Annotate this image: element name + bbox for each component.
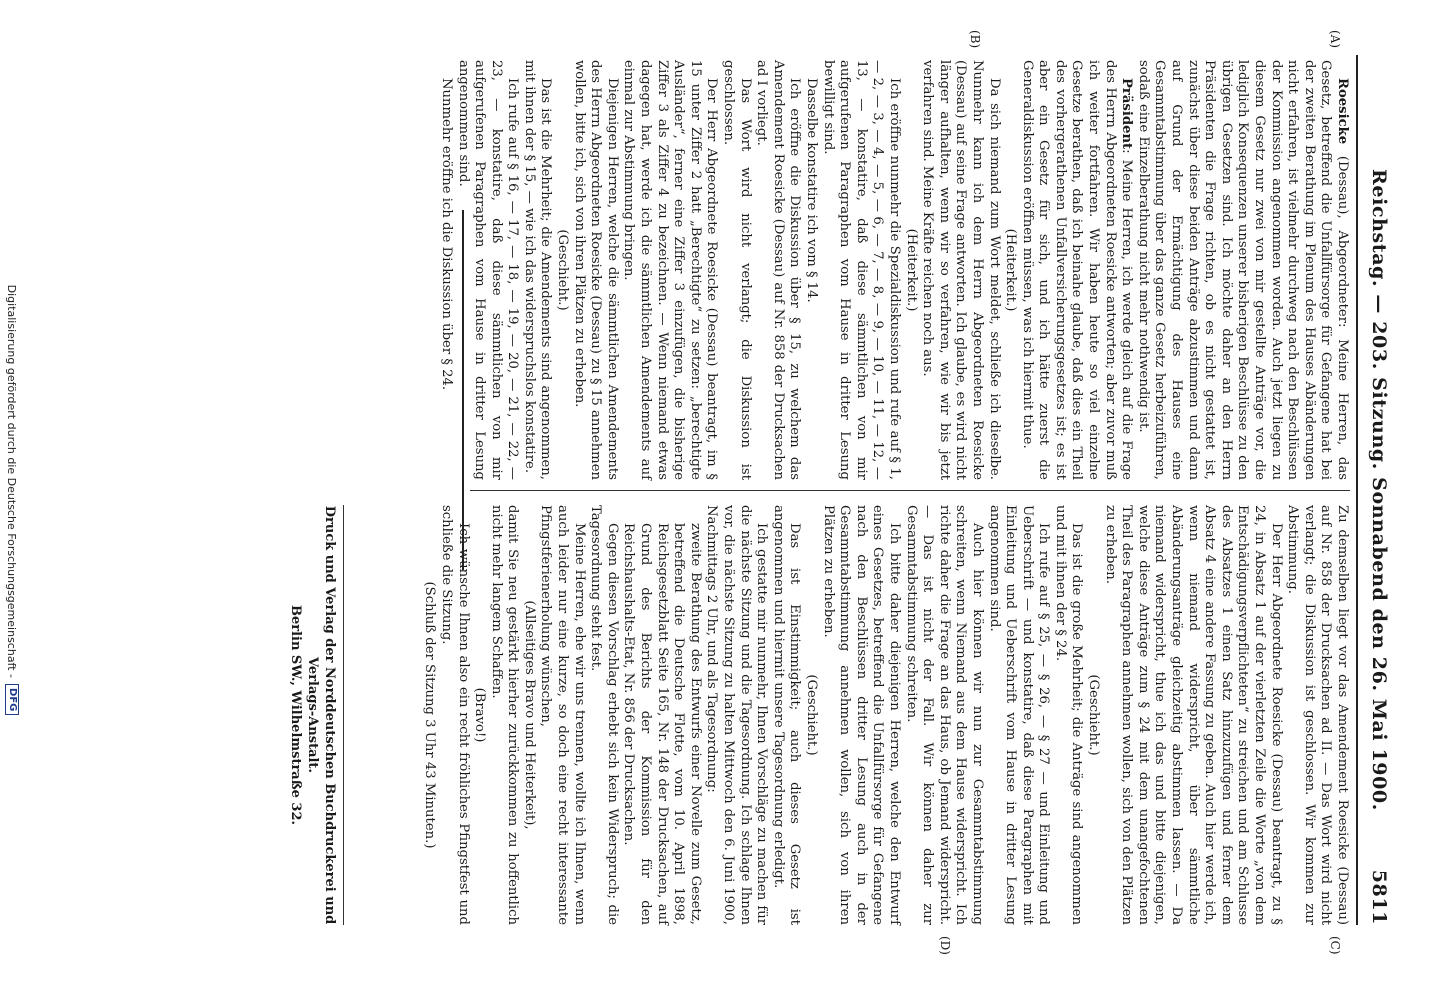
column-divider [470, 490, 1350, 491]
right-column [350, 505, 1350, 925]
paragraph [437, 505, 470, 925]
stage-direction: (Geschieht.) [1086, 674, 1102, 756]
page-header [1362, 55, 1396, 925]
paragraph-text: Das Wort wird nicht verlangt; die Diskussion ist geschlossen. [721, 60, 753, 480]
digitization-note [4, 0, 20, 1000]
paragraph [620, 505, 703, 925]
paragraph [537, 505, 587, 925]
paragraph-text: Ich eröffne die Diskussion über § 15, zu welchem das Amendement Roesicke (Dessau) auf Nr. 858 der Drucksachen ad I vorliegt. [754, 60, 803, 480]
paragraph-text: Das ist Einstimmigkeit; auch dieses Gesetz ist angenommen und hiermit unsere Tagesordnung erledigt. [770, 505, 803, 925]
paragraph-text: Da sich niemand zum Wort meldet, schließe ich dieselbe. Nunmehr kann ich dem Herrn Abgeordneten Roesicke (Dessau) auf seine Frage antworten. Ich glaube, es wird nicht länger aufhalten, wenn wir so verfahren, wie wir bis jetzt verfahren sind. Meine Kräfte reichen noch aus. [920, 60, 1002, 480]
paragraph-text: (Dessau), Abgeordneter: Meine Herren, das Gesetz, betreffend die Unfallfürsorge für Gefangene hat bei der zweiten Berathung im Plenum des Hauses Abänderungen nicht erfahren, ist vielmehr durchweg nach den Beschlüssen der Kommission angenommen worden. Auch jetzt liegen zu diesem Gesetz nur zwei von mir gestellte Anträge vor, die lediglich Konsequenzen unserer bisherigen Beschlüsse zu den übrigen Gesetzen sind. Ich möchte daher an den Herrn Präsidenten die Frage richten, ob es nicht gestattet ist, zunächst über diese beiden Anträge abzustimmen und dann auf Grund der Ermächtigung des Hauses eine Gesammtabstimmung über das ganze Gesetz herbeizuführen, sodaß eine Einzelberathung nicht mehr nothwendig ist. [1135, 60, 1350, 480]
paragraph [703, 505, 769, 925]
paragraph [520, 60, 553, 480]
paragraph [819, 505, 902, 925]
stage-direction: (Bravo!) [472, 687, 488, 743]
paragraph [919, 60, 1002, 480]
paragraph [570, 60, 620, 480]
paragraph-text: Dasselbe konstatire ich vom § 14. [804, 78, 819, 303]
paragraph-text: Meine Herren, ehe wir uns trennen, wollte ich Ihnen, wenn auch leider nur eine kurze, so doch eine recht interessante Pfingstferienerholung wünschen, [538, 505, 587, 925]
left-column [350, 60, 1350, 480]
paragraph-text: Das ist die Mehrheit; die Amendements sind angenommen, mit ihnen der § 15, — wie ich das widerspruchslos konstatire. [521, 60, 554, 480]
printer-imprint [287, 505, 338, 925]
paragraph-text: Auch hier können wir nun zur Gesammtabstimmung schreiten, wenn Niemand aus dem Hause widerspricht. Ich richte daher die Frage an das Haus, ob Jemand widerspricht. — Das ist nicht der Fall. Wir können daher zur Gesammtabstimmung schreiten. [903, 505, 985, 925]
paragraph [1134, 60, 1350, 480]
margin-mark-d: (D) [938, 936, 952, 955]
paragraph [719, 60, 752, 480]
page-number: 5811 [1368, 869, 1390, 925]
paragraph-text: damit Sie neu gestärkt hierher zurückkommen zu hoffentlich nicht mehr langem Schaffen. [488, 505, 521, 925]
paragraph-text: Ich wünsche Ihnen also ein recht fröhliches Pfingstfest und schließe die Sitzung. [438, 505, 471, 925]
paragraph-text: Das ist die große Mehrheit; die Anträge sind angenommen und mit ihnen der § 24. [1052, 505, 1085, 925]
margin-mark-b: (B) [968, 30, 982, 49]
margin-mark-a: (A) [1328, 30, 1342, 49]
stage-direction: (Schluß der Sitzung 3 Uhr 43 Minuten.) [422, 581, 438, 849]
paragraph [819, 60, 902, 480]
speaker-name: Roesicke [1335, 78, 1350, 145]
paragraph-text: Ich gestatte mir nunmehr, Ihnen Vorschläge zu machen für die nächste Sitzung und die Tagesordnung. Ich schlage Ihnen vor, die nächste Sitzung zu halten Mittwoch den 6. Juni 1900, Nachmittags 2 Uhr, und als Tagesordnung: [704, 505, 770, 925]
header-rule [1356, 55, 1358, 925]
stage-direction: (Heiterkeit.) [1003, 228, 1019, 312]
running-title: Reichstag. — 203. Sitzung. Sonnabend den 26. Mai 1900. [1368, 169, 1390, 811]
paragraph [1051, 505, 1084, 925]
paragraph [487, 505, 520, 925]
paragraph-text: Zu demselben liegt vor das Amendement Roesicke (Dessau) auf Nr. 858 der Drucksachen ad II. — Das Wort wird nicht verlangt; die Diskussion ist geschlossen. Wir kommen zur Abstimmung. [1285, 505, 1350, 925]
paragraph-text: Ich rufe auf § 25, — § 26, — § 27 — und Einleitung und Ueberschrift — und konstatire, daß diese Paragraphen mit Einleitung und Ueberschrift vom Hause in dritter Lesung angenommen sind. [986, 505, 1052, 925]
imprint-line-2: Berlin SW., Wilhelmstraße 32. [288, 604, 303, 826]
paragraph-text: Der Herr Abgeordnete Roesicke (Dessau) beantragt, zu § 24, in Absatz 1 auf der vierletzten Zeile die Worte „von dem Entschädigungsverpflichteten“ zu streichen und am Schlusse des Absatzes 1 einen Satz hinzuzufügen und ferner dem Absatz 4 eine andere Fassung zu geben. Auch hier werde ich, wenn niemand widerspricht, über sämmtliche Abänderungsanträge gleichzeitig abstimmen lassen. — Da niemand widerspricht, thue ich das und bitte diejenigen, welche diese Anträge zum § 24 mit dem unangefochtenen Theil des Paragraphen annehmen wollen, sich von den Plätzen zu erheben. [1102, 505, 1284, 925]
paragraph-text: Ich rufe auf § 16, — 17, — 18, — 19, — 20, — 21, — 22, — 23, — konstatire, daß diese sämmtlichen von mir aufgerufenen Paragraphen vom Hause in dritter Lesung angenommen sind. [455, 60, 521, 480]
stage-direction: (Heiterkeit.) [903, 228, 919, 312]
speaker-name: Präsident [1119, 78, 1135, 150]
stage-direction: (Allseitiges Bravo und Heiterkeit), [521, 600, 537, 830]
paragraph [1101, 505, 1284, 925]
paragraph-text: Ich bitte daher diejenigen Herren, welche den Entwurf eines Gesetzes, betreffend die Unfallfürsorge für Gefangene nach den Beschlüssen dritter Lesung auch in der Gesammtabstimmung annehmen wollen, sich von ihren Plätzen zu erheben. [820, 505, 902, 925]
digitization-note-text: Digitalisierung gefördert durch die Deutsche Forschungsgemeinschaft - [5, 284, 19, 679]
paragraph-text: zweite Berathung des Entwurfs einer Novelle zum Gesetz, betreffend die Deutsche Flotte, vom 10. April 1898, Reichsgesetzblatt Seite 165, Nr. 148 der Drucksachen, auf Grund des Berichts der Kommission für den Reichshaushalts-Etat, Nr. 856 der Drucksachen. [621, 523, 703, 925]
paragraph [985, 505, 1051, 925]
paragraph-text: Diejenigen Herren, welche die sämmtlichen Amendements des Herrn Abgeordneten Roesicke (Dessau) zu § 15 annehmen wollen, bitte ich, sich von ihren Plätzen zu erheben. [571, 60, 620, 480]
paragraph [587, 505, 620, 925]
stage-direction: (Geschieht.) [555, 229, 571, 311]
paragraph [802, 60, 819, 480]
imprint-line-1: Druck und Verlag der Norddeutschen Buchdruckerei und Verlags-Anstalt. [305, 505, 337, 925]
paragraph-text: Der Herr Abgeordnete Roesicke (Dessau) beantragt, im § 15 unter Ziffer 2 hatt „Berechtigte“ zu setzen: „berechtigte Ausländer“, ferner eine Ziffer 3 einzufügen, die bisherige Ziffer 3 als Ziffer 4 zu bezeichnen. — Wenn niemand etwas dagegen hat, werde ich die sämmtlichen Amendements auf einmal zur Abstimmung bringen. [621, 60, 720, 480]
paragraph-text: Gegen diesen Vorschlag erhebt sich kein Widerspruch; die Tagesordnung steht fest. [588, 505, 620, 925]
paragraph [769, 505, 802, 925]
paragraph-text: : Meine Herren, ich werde gleich auf die Frage des Herrn Abgeordneten Roesicke antworten; aber zuvor muß ich weiter fortfahren. Wir haben heute so viel einzelne Gesetze berathen, daß ich beinahe glaube, daß dies ein Theil des vorhergerathenen Unfallversicherungsgesetzes ist; es ist aber ein Gesetz für sich, und ich hätte zuerst die Generaldiskussion eröffnen müssen, was ich hiermit thue. [1019, 60, 1135, 480]
margin-mark-c: (C) [1328, 936, 1342, 955]
paragraph [902, 505, 985, 925]
section-end-rule [462, 210, 464, 570]
paragraph-text: Nunmehr eröffne ich die Diskussion über § 24. [438, 78, 454, 391]
paragraph-text: Ich eröffne nunmehr die Spezialdiskussion und rufe auf § 1, — 2, — 3, — 4, — 5, — 6, — 7, — 8, — 9, — 10, — 11, — 12, — 13, — konstatire, daß diese sämmtlichen von mir aufgerufenen Paragraphen vom Hause in dritter Lesung bewilligt sind. [820, 60, 902, 480]
paragraph [1018, 60, 1134, 480]
paragraph [1284, 505, 1350, 925]
imprint-rule [343, 505, 344, 925]
dfg-logo-icon: DFG [5, 684, 19, 715]
paragraph [620, 60, 720, 480]
paragraph [753, 60, 803, 480]
stage-direction: (Geschieht.) [804, 674, 819, 756]
paragraph [437, 60, 454, 480]
